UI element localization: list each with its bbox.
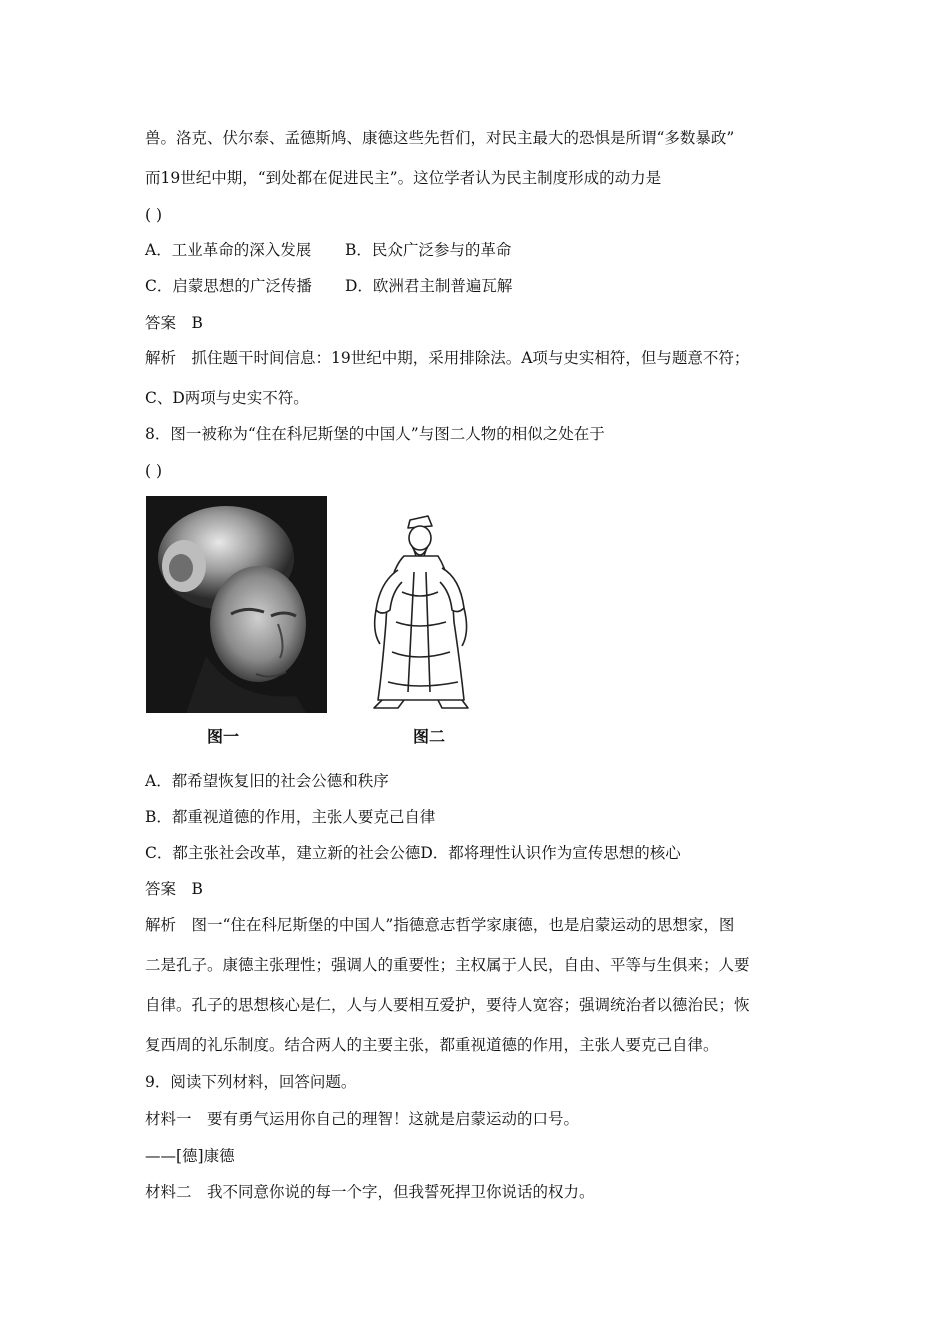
q7-option-b: B．民众广泛参与的革命 <box>345 241 512 259</box>
q9-stem: 9．阅读下列材料，回答问题。 <box>145 1073 357 1091</box>
q7-option-a: A．工业革命的深入发展 <box>145 241 312 259</box>
q8-option-b: B．都重视道德的作用，主张人要克己自律 <box>145 808 436 826</box>
q8-option-a: A．都希望恢复旧的社会公德和秩序 <box>145 772 389 790</box>
q9-material-1-source: ——[德]康德 <box>145 1147 235 1165</box>
q8-analysis-line-1: 解析 图一“住在科尼斯堡的中国人”指德意志哲学家康德，也是启蒙运动的思想家，图 <box>145 916 735 934</box>
figure-1-caption: 图一 <box>207 727 240 746</box>
q7-option-c: C．启蒙思想的广泛传播 <box>145 277 312 295</box>
q7-option-d: D．欧洲君主制普遍瓦解 <box>345 277 513 295</box>
q8-answer: 答案 B <box>145 880 203 898</box>
q7-analysis-line-1: 解析 抓住题干时间信息：19世纪中期，采用排除法。A项与史实相符，但与题意不符； <box>145 349 750 367</box>
q9-material-2: 材料二 我不同意你说的每一个字，但我誓死捍卫你说话的权力。 <box>145 1183 595 1201</box>
q7-stem-line-2: 而19世纪中期，“到处都在促进民主”。这位学者认为民主制度形成的动力是 <box>145 169 662 187</box>
q8-stem: 8．图一被称为“住在科尼斯堡的中国人”与图二人物的相似之处在于 <box>145 425 605 443</box>
q9-material-1: 材料一 要有勇气运用你自己的理智！这就是启蒙运动的口号。 <box>145 1110 580 1128</box>
q7-answer-paren: ( ) <box>145 206 163 224</box>
q8-analysis-line-4: 复西周的礼乐制度。结合两人的主要主张，都重视道德的作用，主张人要克己自律。 <box>145 1036 719 1054</box>
figure-2-confucius-drawing <box>368 512 478 712</box>
q7-answer: 答案 B <box>145 314 203 332</box>
q8-answer-paren: ( ) <box>145 462 163 480</box>
q7-analysis-line-2: C、D两项与史实不符。 <box>145 389 309 407</box>
q8-analysis-line-3: 自律。孔子的思想核心是仁，人与人要相互爱护，要待人宽容；强调统治者以德治民；恢 <box>145 996 750 1014</box>
figure-1-portrait-image <box>146 496 327 713</box>
q7-stem-line-1: 兽。洛克、伏尔泰、孟德斯鸠、康德这些先哲们，对民主最大的恐惧是所谓“多数暴政” <box>145 129 735 147</box>
figure-2-caption: 图二 <box>413 727 446 746</box>
q8-option-c-d: C．都主张社会改革，建立新的社会公德D．都将理性认识作为宣传思想的核心 <box>145 844 681 862</box>
q8-analysis-line-2: 二是孔子。康德主张理性；强调人的重要性；主权属于人民，自由、平等与生俱来；人要 <box>145 956 750 974</box>
